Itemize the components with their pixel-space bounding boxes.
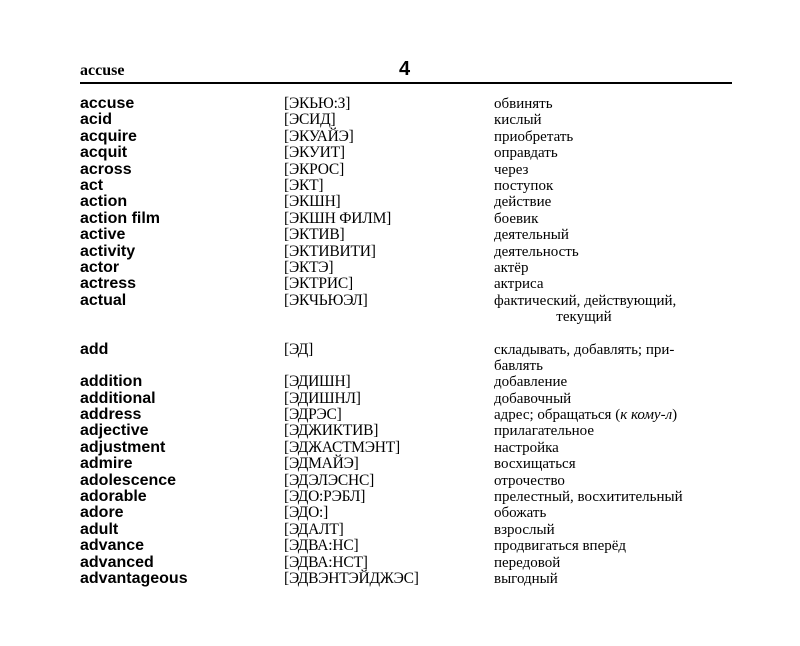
dictionary-entry — [80, 571, 730, 587]
translation-text: деятельный — [494, 227, 569, 244]
translation — [494, 538, 730, 554]
translation — [494, 555, 730, 571]
dictionary-entry — [80, 440, 730, 456]
pronunciation: [ЭДЖИКТИВ] — [284, 422, 379, 440]
headword: adolescence — [80, 471, 177, 489]
translation-text: добавочный — [494, 390, 572, 407]
headword: advance — [80, 537, 145, 555]
headword: adore — [80, 504, 124, 522]
translation-text: кислый — [494, 112, 542, 129]
headword: actual — [80, 291, 127, 309]
translation-note: к кому-л — [620, 407, 673, 424]
header-rule — [80, 82, 732, 84]
dictionary-entry — [80, 342, 730, 375]
dictionary-entry — [80, 178, 730, 194]
pronunciation: [ЭДИШН] — [284, 373, 351, 391]
headword: activity — [80, 242, 136, 260]
dictionary-entry — [80, 473, 730, 489]
dictionary-entries — [80, 96, 730, 587]
translation-text: взрослый — [494, 521, 555, 538]
headword: adjustment — [80, 438, 166, 456]
translation — [494, 260, 730, 276]
translation — [494, 391, 730, 407]
pronunciation: [ЭКТ] — [284, 176, 324, 194]
headword: addition — [80, 373, 143, 391]
translation-text: оправдать — [494, 145, 558, 162]
translation — [494, 145, 730, 161]
translation — [494, 489, 730, 505]
page-header — [80, 58, 730, 84]
pronunciation: [ЭДМАЙЭ] — [284, 455, 359, 473]
translation-text: адрес; обращаться ( — [494, 407, 621, 424]
headword: action film — [80, 209, 161, 227]
pronunciation: [ЭДО:] — [284, 504, 329, 522]
translation-text: прилагательное — [494, 423, 595, 440]
pronunciation: [ЭКЬЮ:З] — [284, 95, 351, 112]
translation — [494, 456, 730, 472]
translation-continuation: бавлять — [494, 358, 543, 375]
translation — [494, 162, 730, 178]
dictionary-entry — [80, 211, 730, 227]
translation-text: восхищаться — [494, 456, 576, 473]
dictionary-entry — [80, 522, 730, 538]
pronunciation: [ЭКТИВИТИ] — [284, 242, 376, 260]
headword: advanced — [80, 553, 154, 571]
translation — [494, 407, 730, 423]
translation — [494, 227, 730, 243]
translation — [494, 440, 730, 456]
translation-text: поступок — [494, 177, 554, 194]
headword: action — [80, 193, 128, 211]
headword: act — [80, 176, 104, 194]
pronunciation: [ЭДВЭНТЭЙДЖЭС] — [284, 569, 419, 587]
pronunciation: [ЭКТРИС] — [284, 275, 353, 293]
dictionary-entry — [80, 96, 730, 112]
dictionary-entry — [80, 112, 730, 128]
translation — [494, 423, 730, 439]
translation-text: приобретать — [494, 128, 574, 145]
translation-text: действие — [494, 194, 552, 211]
dictionary-entry — [80, 293, 730, 326]
headword: across — [80, 160, 132, 178]
headword: acquire — [80, 127, 137, 145]
translation — [494, 473, 730, 489]
translation — [494, 522, 730, 538]
headword: adjective — [80, 422, 149, 440]
translation-text: фактический, действующий, — [494, 292, 677, 309]
dictionary-entry — [80, 244, 730, 260]
headword: adult — [80, 520, 119, 538]
dictionary-entry — [80, 260, 730, 276]
pronunciation: [ЭДАЛТ] — [284, 520, 344, 538]
pronunciation: [ЭКШН] — [284, 193, 341, 211]
pronunciation: [ЭКРОС] — [284, 160, 345, 178]
translation-text: отрочество — [494, 472, 565, 489]
dictionary-entry — [80, 505, 730, 521]
translation — [494, 571, 730, 587]
translation-continuation: текущий — [556, 309, 612, 326]
translation — [494, 342, 730, 375]
pronunciation: [ЭКУАЙЭ] — [284, 127, 354, 145]
translation — [494, 178, 730, 194]
translation-text: передовой — [494, 554, 561, 571]
dictionary-entry — [80, 391, 730, 407]
translation — [494, 211, 730, 227]
pronunciation: [ЭД] — [284, 340, 314, 358]
headword: add — [80, 340, 109, 358]
headword: address — [80, 406, 142, 424]
pronunciation: [ЭДЖАСТМЭНТ] — [284, 438, 401, 456]
running-head: accuse — [80, 62, 125, 79]
translation-text: выгодный — [494, 570, 558, 587]
headword: active — [80, 226, 126, 244]
headword: acid — [80, 111, 113, 129]
dictionary-entry — [80, 145, 730, 161]
dictionary-entry — [80, 555, 730, 571]
translation — [494, 293, 730, 326]
translation-text: боевик — [494, 210, 539, 227]
headword: acquit — [80, 144, 128, 162]
translation — [494, 505, 730, 521]
dictionary-entry — [80, 276, 730, 292]
dictionary-entry — [80, 227, 730, 243]
headword: adorable — [80, 488, 147, 505]
translation-text: настройка — [494, 439, 559, 456]
translation-text: добавление — [494, 374, 568, 391]
pronunciation: [ЭКЧЬЮЭЛ] — [284, 291, 368, 309]
dictionary-entry — [80, 423, 730, 439]
translation-text: обожать — [494, 505, 547, 522]
translation-text: актриса — [494, 276, 544, 293]
translation — [494, 129, 730, 145]
pronunciation: [ЭКТИВ] — [284, 226, 345, 244]
dictionary-entry — [80, 489, 730, 505]
dictionary-entry — [80, 456, 730, 472]
pronunciation: [ЭДВА:НС] — [284, 537, 359, 555]
headword: accuse — [80, 95, 135, 112]
translation — [494, 112, 730, 128]
headword: actress — [80, 275, 137, 293]
headword: advantageous — [80, 569, 188, 587]
translation-text: актёр — [494, 259, 529, 276]
dictionary-entry — [80, 194, 730, 210]
translation — [494, 276, 730, 292]
dictionary-entry — [80, 374, 730, 390]
translation-text: деятельность — [494, 243, 579, 260]
translation-text: прелестный, восхитительный — [494, 489, 683, 505]
translation — [494, 194, 730, 210]
translation-text-end: ) — [672, 407, 678, 424]
translation-text: обвинять — [494, 96, 553, 112]
pronunciation: [ЭДВА:НСТ] — [284, 553, 368, 571]
pronunciation: [ЭКШН ФИЛМ] — [284, 209, 392, 227]
dictionary-entry — [80, 129, 730, 145]
headword: admire — [80, 455, 133, 473]
page-number: 4 — [399, 58, 411, 80]
translation — [494, 244, 730, 260]
translation-text: складывать, добавлять; при- — [494, 341, 675, 358]
pronunciation: [ЭДЭЛЭСНС] — [284, 471, 375, 489]
translation — [494, 96, 730, 112]
translation-text: через — [494, 161, 529, 178]
pronunciation: [ЭДИШНЛ] — [284, 389, 361, 407]
headword: additional — [80, 389, 156, 407]
pronunciation: [ЭДРЭС] — [284, 406, 342, 424]
pronunciation: [ЭКУИТ] — [284, 144, 345, 162]
headword: actor — [80, 258, 120, 276]
dictionary-entry — [80, 162, 730, 178]
dictionary-entry — [80, 538, 730, 554]
translation-text: продвигаться вперёд — [494, 538, 627, 555]
pronunciation: [ЭДО:РЭБЛ] — [284, 488, 366, 505]
dictionary-entry — [80, 407, 730, 423]
pronunciation: [ЭСИД] — [284, 111, 336, 129]
translation — [494, 374, 730, 390]
pronunciation: [ЭКТЭ] — [284, 258, 334, 276]
